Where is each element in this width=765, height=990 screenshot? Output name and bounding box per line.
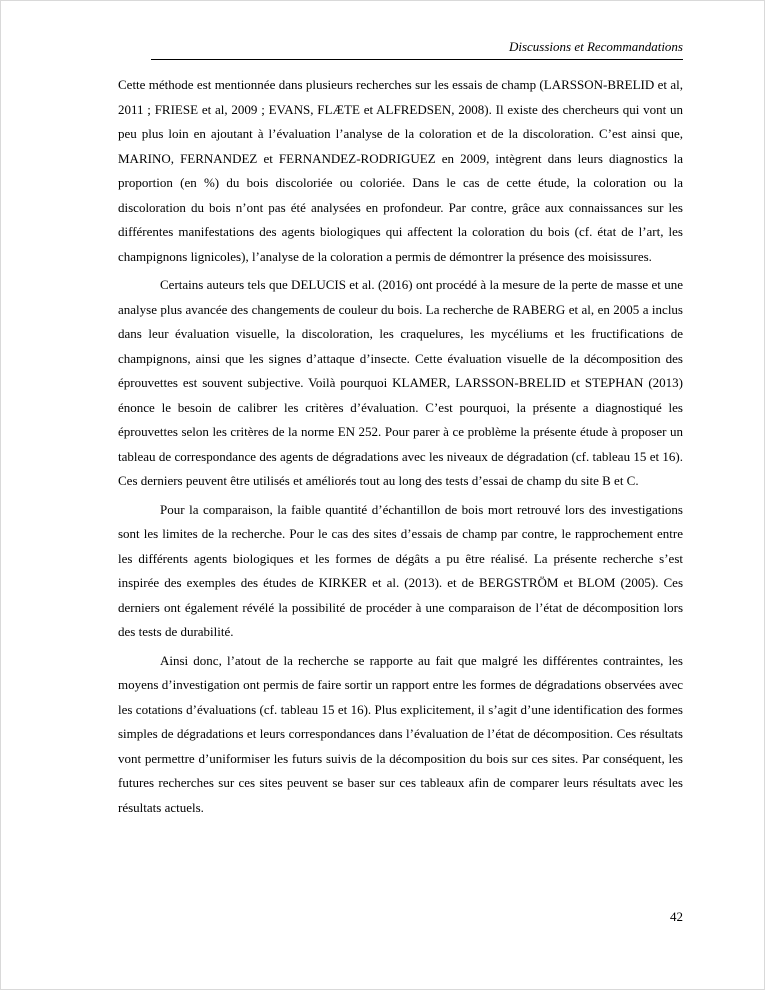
paragraph-1: Cette méthode est mentionnée dans plusieurs recherches sur les essais de champ (LARSSON-BRELID et al, 2011 ; FRIESE et al, 2009 ; EVANS, FLÆTE et ALFREDSEN, 2008). Il existe des chercheurs qui vont un peu plus loin en ajoutant à l’évaluation l’analyse de la coloration et de la discoloration. C’est ainsi que, MARINO, FERNANDEZ et FERNANDEZ-RODRIGUEZ en 2009, intègrent dans leurs diagnostics la proportion (en %) du bois discoloriée ou coloriée. Dans le cas de cette étude, la coloration ou la discoloration du bois n’ont pas été analysées en profondeur. Par contre, grâce aux connaissances sur les différentes manifestations des agents biologiques qui affectent la coloration du bois (cf. état de l’art, les champignons lignicoles), l’analyse de la coloration a permis de démontrer la présence des moisissures. <box>118 77 683 264</box>
page-number: 42 <box>670 909 683 924</box>
body-text <box>118 73 683 820</box>
paragraph-2: Certains auteurs tels que DELUCIS et al. (2016) ont procédé à la mesure de la perte de masse et une analyse plus avancée des changements de couleur du bois. La recherche de RABERG et al, en 2005 a inclus dans leur évaluation visuelle, la discoloration, les craquelures, les mycéliums et les fructifications de champignons, ainsi que les signes d’attaque d’insecte. Cette évaluation visuelle de la décomposition des éprouvettes est souvent subjective. Voilà pourquoi KLAMER, LARSSON-BRELID et STEPHAN (2013) énonce le besoin de calibrer les critères d’évaluation. C’est pourquoi, la présente a diagnostiqué les éprouvettes selon les critères de la norme EN 252. Pour parer à ce problème la présente étude à proposer un tableau de correspondance des agents de dégradations avec les niveaux de dégradation (cf. tableau 15 et 16). Ces derniers peuvent être utilisés et améliorés tout au long des tests d’essai de champ du site B et C. <box>118 277 683 488</box>
running-header-title: Discussions et Recommandations <box>508 39 683 54</box>
paragraph-4: Ainsi donc, l’atout de la recherche se rapporte au fait que malgré les différentes contraintes, les moyens d’investigation ont permis de faire sortir un rapport entre les formes de dégradations observées avec les cotations d’évaluations (cf. tableau 15 et 16). Plus explicitement, il s’agit d’une identification des formes simples de dégradations et leurs correspondances dans l’évaluation de l’état de décomposition. Ces résultats vont permettre d’uniformiser les futurs suivis de la décomposition du bois sur ces sites. Par conséquent, les futures recherches sur ces sites peuvent se baser sur ces tableaux afin de comparer leurs résultats avec les résultats actuels. <box>118 652 683 815</box>
header-rule <box>151 59 683 60</box>
paragraph-3: Pour la comparaison, la faible quantité d’échantillon de bois mort retrouvé lors des investigations sont les limites de la recherche. Pour le cas des sites d’essais de champ par contre, le rapprochement entre les différents agents biologiques et les formes de dégâts a pu être réalisé. La présente recherche s’est inspirée des exemples des études de KIRKER et al. (2013). et de BERGSTRÖM et BLOM (2005). Ces derniers ont également révélé la possibilité de procéder à une comparaison de l’état de décomposition lors des tests de durabilité. <box>118 501 683 639</box>
